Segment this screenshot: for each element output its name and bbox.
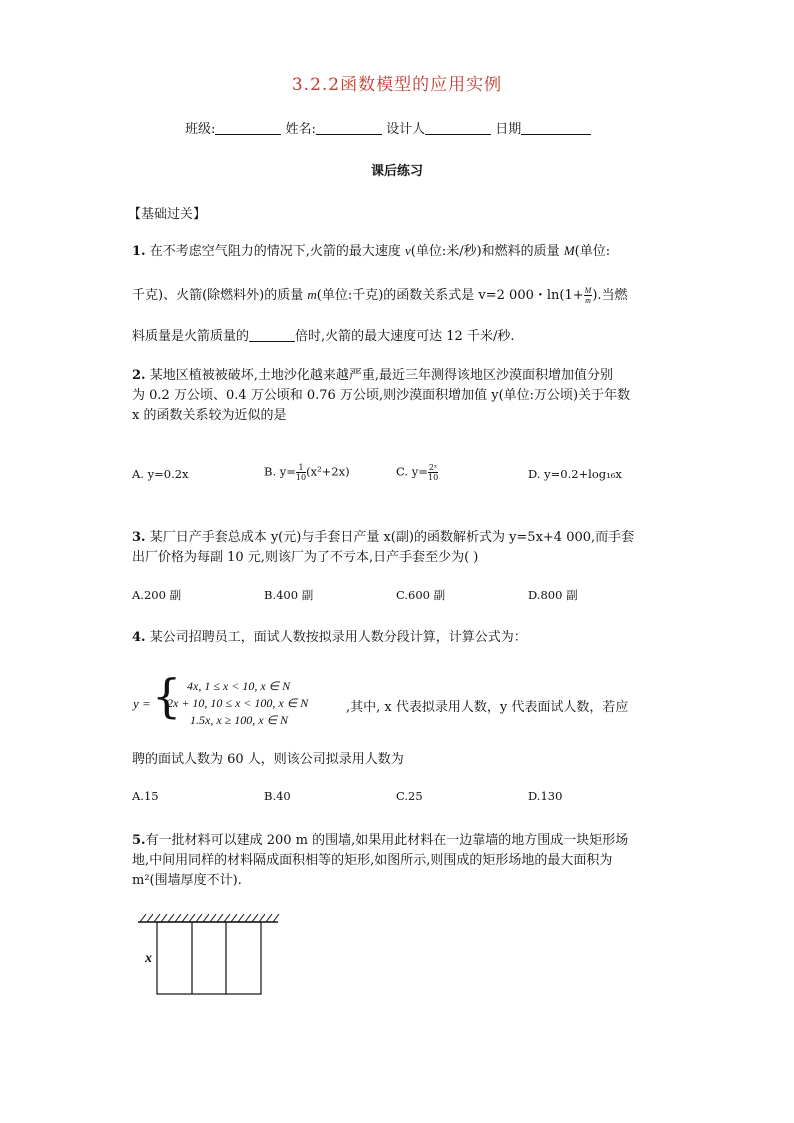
q4-brace: { bbox=[152, 669, 182, 723]
q2-number: 2. bbox=[132, 368, 146, 383]
q2-line3: x 的函数关系较为近似的是 bbox=[132, 408, 287, 423]
q1-var-m: m bbox=[307, 287, 317, 302]
q2-optb-pre: B. y= bbox=[264, 464, 296, 479]
q1-text-e: (单位:千克)的函数关系式是 bbox=[316, 288, 479, 303]
designer-blank[interactable] bbox=[425, 122, 491, 135]
q4-case-3: 1.5x, x ≥ 100, x ∈ N bbox=[190, 713, 289, 727]
name-blank[interactable] bbox=[316, 122, 382, 135]
q2-optc-num: 2ˣ bbox=[428, 463, 438, 472]
designer-label: 设计人 bbox=[386, 122, 426, 137]
q1-text-c: (单位: bbox=[574, 244, 611, 259]
q1-line3 bbox=[132, 325, 514, 344]
q2-line2: 为 0.2 万公顷、0.4 万公顷和 0.76 万公顷,则沙漠面积增加值 y(单位:万公顷)关于年数 bbox=[132, 388, 631, 403]
q1-var-v: v bbox=[404, 243, 411, 258]
info-line bbox=[185, 118, 591, 137]
q1-formula-a: v=2 000・ln(1+ bbox=[478, 288, 584, 303]
q1-text-f: 料质量是火箭质量的 bbox=[132, 329, 250, 344]
q4-case-2: 2x + 10, 10 ≤ x < 100, x ∈ N bbox=[167, 696, 309, 710]
q1-answer-blank[interactable] bbox=[249, 329, 295, 342]
q4-text-1: 某公司招聘员工，面试人数按拟录用人数分段计算，计算公式为： bbox=[145, 630, 527, 645]
q1-number: 1. bbox=[132, 244, 146, 259]
q2-optb-post: (x²+2x) bbox=[306, 464, 350, 479]
q1-line2 bbox=[132, 284, 628, 305]
q1-var-M: M bbox=[563, 243, 575, 258]
section-heading: 【基础过关】 bbox=[128, 207, 207, 222]
q4-line3: 聘的面试人数为 60 人，则该公司拟录用人数为 bbox=[132, 752, 404, 767]
q3-option-d[interactable]: D.800 副 bbox=[528, 588, 578, 602]
q1-text-g: 倍时,火箭的最大速度可达 12 千米/秒. bbox=[295, 329, 515, 344]
q3-line2: 出厂价格为每副 10 元,则该厂为了不亏本,日产手套至少为( ) bbox=[132, 550, 479, 565]
q2-option-b[interactable] bbox=[264, 463, 350, 482]
subtitle: 课后练习 bbox=[370, 164, 423, 179]
q1-formula-b: ).当燃 bbox=[592, 288, 628, 303]
q3-number: 3. bbox=[132, 530, 146, 545]
q3-option-c[interactable]: C.600 副 bbox=[396, 588, 446, 602]
q3-option-b[interactable]: B.400 副 bbox=[264, 588, 314, 602]
date-blank[interactable] bbox=[521, 122, 591, 135]
q2-option-d[interactable]: D. y=0.2+log₁₆x bbox=[528, 467, 622, 481]
class-blank[interactable] bbox=[215, 122, 281, 135]
class-label: 班级: bbox=[185, 122, 216, 137]
q1-frac-num: M bbox=[584, 286, 592, 295]
q1-line1 bbox=[132, 240, 610, 259]
q1-text-b: (单位:米/秒)和燃料的质量 bbox=[410, 244, 564, 259]
q4-case-1: 4x, 1 ≤ x < 10, x ∈ N bbox=[187, 679, 291, 693]
q4-option-d[interactable]: D.130 bbox=[528, 789, 563, 803]
fence-rectangles bbox=[157, 922, 261, 994]
q2-optb-den: 10 bbox=[295, 473, 307, 482]
wall-rectangle-figure bbox=[130, 908, 290, 1003]
q4-y-equals: y = bbox=[133, 696, 151, 711]
q2-text-1: 某地区植被被破坏,土地沙化越来越严重,最近三年测得该地区沙漠面积增加值分别 bbox=[145, 368, 613, 383]
q1-frac-den: m bbox=[585, 296, 591, 305]
q2-optb-frac bbox=[296, 463, 306, 482]
q2-line1 bbox=[132, 364, 613, 383]
q2-optc-den: 10 bbox=[427, 473, 439, 482]
name-label: 姓名: bbox=[285, 122, 316, 137]
q3-text-1: 某厂日产手套总成本 y(元)与手套日产量 x(副)的函数解析式为 y=5x+4 000,而手套 bbox=[145, 530, 635, 545]
q2-optb-num: 1 bbox=[296, 463, 306, 473]
q4-line1 bbox=[132, 626, 527, 645]
q2-option-a[interactable]: A. y=0.2x bbox=[132, 467, 189, 481]
q4-number: 4. bbox=[132, 630, 146, 645]
q2-optc-frac bbox=[428, 463, 438, 482]
figure-label-x: x bbox=[145, 951, 152, 966]
q5-text-1: 有一批材料可以建成 200 m 的围墙,如果用此材料在一边靠墙的地方围成一块矩形场 bbox=[145, 833, 629, 848]
q5-number: 5. bbox=[132, 833, 146, 848]
q5-line3: m²(围墙厚度不计). bbox=[132, 873, 242, 888]
q4-option-c[interactable]: C.25 bbox=[396, 789, 423, 803]
q4-after-text: ,其中, x 代表拟录用人数，y 代表面试人数，若应 bbox=[346, 700, 629, 715]
q4-option-a[interactable]: A.15 bbox=[132, 789, 159, 803]
q5-line2: 地,中间用同样的材料隔成面积相等的矩形,如图所示,则围成的矩形场地的最大面积为 bbox=[132, 853, 613, 868]
q2-optc-pre: C. y= bbox=[396, 464, 428, 479]
wall-hatching bbox=[138, 914, 279, 922]
q3-line1 bbox=[132, 526, 634, 545]
q4-option-b[interactable]: B.40 bbox=[264, 789, 291, 803]
date-label: 日期 bbox=[495, 122, 522, 137]
page-title: 3.2.2函数模型的应用实例 bbox=[291, 75, 503, 95]
q5-line1 bbox=[132, 829, 628, 848]
q1-fraction bbox=[584, 286, 593, 305]
q1-text-d: 千克)、火箭(除燃料外)的质量 bbox=[132, 288, 308, 303]
q1-text-a: 在不考虑空气阻力的情况下,火箭的最大速度 bbox=[145, 244, 405, 259]
q2-option-c[interactable] bbox=[396, 463, 438, 482]
q3-option-a[interactable]: A.200 副 bbox=[132, 588, 182, 602]
